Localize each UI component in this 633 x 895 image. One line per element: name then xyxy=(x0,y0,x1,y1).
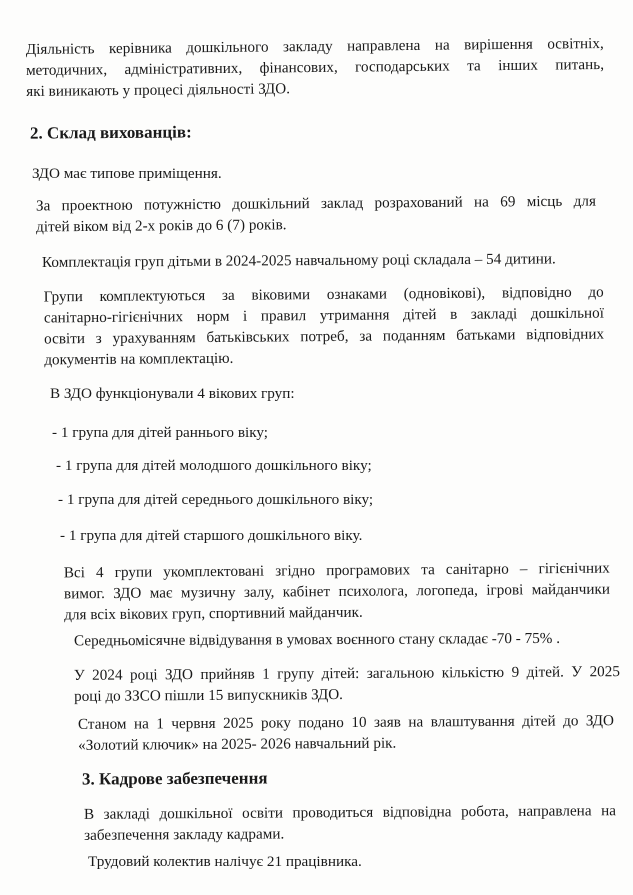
applications-line-1: Станом на 1 червня 2025 року подано 10 заяв на влаштування дітей до ЗДО xyxy=(77,712,614,733)
workforce-line: Трудовий колектив налічує 21 працівника. xyxy=(88,853,362,870)
attendance-line: Середньомісячне відвідування в умовах воєнного стану складає -70 - 75% . xyxy=(73,629,561,650)
groups-formed-line-2: санітарно-гігієнічних норм і правил утримання дітей в закладі дошкільної xyxy=(43,304,604,327)
groups-formed-line-3: освіти з урахуванням батьківських потреб, за поданням батьками відповідних xyxy=(44,325,605,348)
group-list-item xyxy=(58,489,578,510)
attendance-paragraph xyxy=(74,628,614,652)
applications-line-2: «Золотий ключик» на 2025- 2026 навчальний рік. xyxy=(78,734,397,754)
admission-line-1: У 2024 році ЗДО прийняв 1 групу дітей: загальною кількістю 9 дітей. У 2025 xyxy=(73,663,620,684)
capacity-paragraph xyxy=(36,191,596,238)
capacity-line-2: дітей віком від 2-х років до 6 (7) років. xyxy=(36,216,287,236)
group-item-4: - 1 група для дітей старшого дошкільного віку. xyxy=(60,527,363,544)
hr-work-line-2: забезпечення закладу кадрами. xyxy=(84,825,285,844)
premises-paragraph xyxy=(32,163,592,184)
group-item-3: - 1 група для дітей середнього дошкільного віку; xyxy=(58,491,374,508)
equipment-line-1: Всі 4 групи укомплектовані згідно програмових та санітарно – гігієнічних xyxy=(63,559,610,582)
intro-line-3: які виникають у процесі діяльності ЗДО. xyxy=(26,80,291,101)
equipment-line-2: вимог. ЗДО має музичну залу, кабінет психолога, логопеда, ігрові майданчики xyxy=(63,580,611,603)
groups-formed-paragraph xyxy=(44,282,605,371)
equipment-line-3: для всіх вікових груп, спортивний майданчик. xyxy=(64,603,363,624)
intro-line-2: методичних, адміністративних, фінансових, господарських та інших питань, xyxy=(25,55,605,80)
workforce-paragraph xyxy=(88,851,608,872)
admission-line-2: році до ЗЗСО пішли 15 випускників ЗДО. xyxy=(74,686,343,705)
applications-paragraph xyxy=(78,710,614,756)
group-item-1: - 1 група для дітей раннього віку; xyxy=(52,424,268,441)
groups-formed-line-1: Групи комплектуються за віковими ознаками (одновікові), відповідно до xyxy=(43,283,604,306)
section-3-heading: 3. Кадрове забезпечення xyxy=(81,768,268,789)
groups-formed-line-4: документів на комплектацію. xyxy=(44,349,234,369)
groups-intro-paragraph xyxy=(50,383,570,404)
intro-paragraph xyxy=(26,33,605,102)
group-list-item xyxy=(60,525,580,546)
equipment-paragraph xyxy=(64,558,611,626)
staffing-line: Комплектація груп дітьми в 2024-2025 навчальному році складала – 54 дитини. xyxy=(41,250,556,271)
intro-line-1: Діяльність керівника дошкільного закладу направлена на вирішення освітніх, xyxy=(25,34,604,59)
hr-work-line-1: В закладі дошкільної освіти проводиться відповідна робота, направлена на xyxy=(83,802,616,823)
group-item-2: - 1 група для дітей молодшого дошкільного віку; xyxy=(56,457,372,474)
capacity-line-1: За проектною потужністю дошкільний заклад розрахований на 69 місць для xyxy=(35,192,596,215)
hr-work-paragraph xyxy=(84,800,616,846)
group-list-item xyxy=(52,422,572,443)
staffing-paragraph xyxy=(42,248,602,273)
groups-intro-line: В ЗДО функціонували 4 вікових груп: xyxy=(50,385,295,402)
group-list-item xyxy=(56,455,576,476)
premises-line: ЗДО має типове приміщення. xyxy=(32,165,222,182)
section-2-heading: 2. Склад вихованців: xyxy=(29,122,192,143)
admission-paragraph xyxy=(74,661,620,707)
